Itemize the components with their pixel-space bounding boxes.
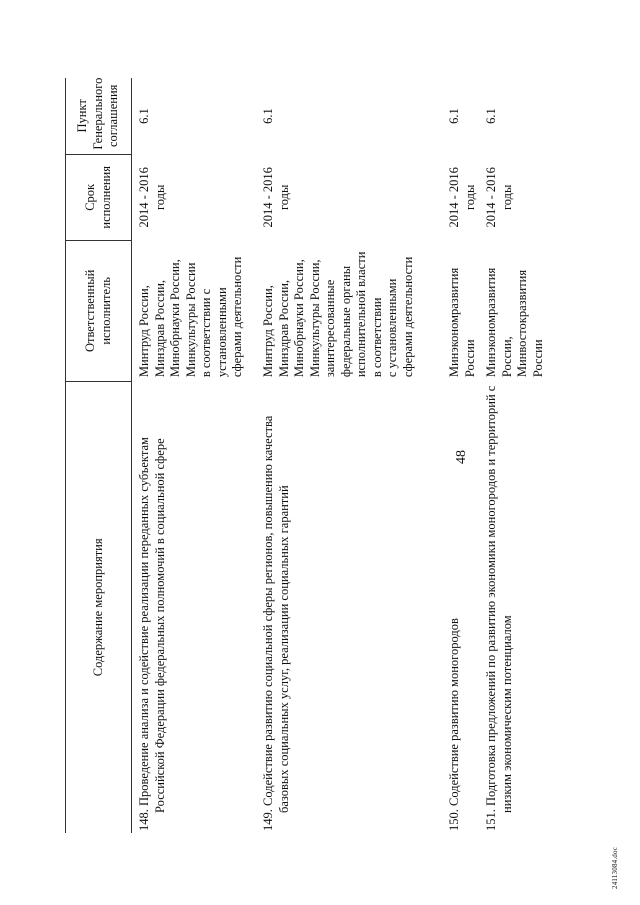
executor-cell bbox=[261, 241, 447, 382]
executor-line: Минобрнауки России, bbox=[292, 259, 306, 378]
deadline-unit: годы bbox=[499, 184, 514, 211]
measure-text: 148. Проведение анализа и содействие реализации переданных субъектам Российской Федерации федеральных полномочий в социальной сфере bbox=[137, 437, 167, 831]
clause-cell: 6.1 bbox=[137, 108, 151, 124]
executor-line: России bbox=[530, 339, 545, 378]
header-deadline: Срок исполнения bbox=[66, 154, 132, 240]
table-row bbox=[261, 78, 447, 833]
executor-line: Минвостокразвития bbox=[515, 269, 529, 378]
header-executor: Ответственный исполнитель bbox=[66, 241, 132, 382]
executor-cell bbox=[484, 241, 546, 382]
executor-line: заинтересованные bbox=[323, 279, 337, 378]
table-row bbox=[484, 78, 546, 833]
measures-table bbox=[65, 78, 546, 833]
deadline-cell bbox=[132, 154, 262, 240]
executor-line: России bbox=[462, 339, 477, 378]
measure-text: 151. Подготовка предложений по развитию экономики моногородов и территорий с низким экономическим потенциалом bbox=[484, 385, 514, 831]
executor-line: с установленными bbox=[385, 278, 399, 378]
executor-line: сферами деятельности bbox=[400, 256, 415, 378]
content-cell bbox=[484, 381, 546, 833]
deadline-cell bbox=[261, 154, 447, 240]
header-content: Содержание мероприятия bbox=[66, 381, 132, 833]
deadline-years: 2014 - 2016 bbox=[137, 167, 151, 228]
executor-line: Минтруд России, bbox=[137, 285, 151, 378]
deadline-years: 2014 - 2016 bbox=[447, 167, 461, 228]
executor-line: в соответствии bbox=[369, 297, 384, 378]
page-number: 48 bbox=[454, 450, 469, 464]
executor-line: России, bbox=[499, 336, 514, 378]
deadline-years: 2014 - 2016 bbox=[261, 167, 275, 228]
table-row bbox=[447, 78, 484, 833]
table-row bbox=[132, 78, 262, 833]
clause-cell: 6.1 bbox=[484, 108, 498, 124]
executor-cell bbox=[447, 241, 484, 382]
deadline-unit: годы bbox=[152, 184, 167, 211]
clause-cell: 6.1 bbox=[261, 108, 275, 124]
executor-line: Минтруд России, bbox=[261, 285, 275, 378]
content-cell bbox=[132, 381, 262, 833]
executor-line: Минобрнауки России, bbox=[168, 259, 182, 378]
executor-line: в соответствии с bbox=[199, 288, 213, 378]
document-filename: 24113084.doc bbox=[611, 847, 619, 889]
table-header-row bbox=[66, 78, 132, 833]
header-clause: Пункт Генерального соглашения bbox=[66, 78, 132, 154]
executor-line: Минздрав России, bbox=[152, 279, 167, 378]
measure-text: 150. Содействие развитию моногородов bbox=[447, 618, 461, 831]
executor-line: Минэкономразвития bbox=[484, 267, 498, 378]
deadline-cell bbox=[484, 154, 546, 240]
deadline-unit: годы bbox=[276, 184, 291, 211]
executor-line: исполнительной власти bbox=[354, 251, 368, 378]
deadline-cell bbox=[447, 154, 484, 240]
executor-cell bbox=[132, 241, 262, 382]
executor-line: сферами деятельности bbox=[230, 256, 244, 378]
deadline-years: 2014 - 2016 bbox=[484, 167, 498, 228]
content-cell bbox=[447, 381, 484, 833]
clause-cell: 6.1 bbox=[447, 108, 461, 124]
measure-text: 149. Содействие развитию социальной сферы регионов, повышению качества базовых социальных услуг, реализации социальных гарантий bbox=[261, 415, 291, 831]
content-cell bbox=[261, 381, 447, 833]
deadline-unit: годы bbox=[462, 184, 477, 211]
executor-line: Минкультуры России, bbox=[307, 259, 322, 378]
executor-line: федеральные органы bbox=[338, 265, 353, 378]
executor-line: Минкультуры России bbox=[183, 262, 198, 378]
executor-line: установленными bbox=[214, 287, 229, 378]
executor-line: Минэкономразвития bbox=[447, 267, 461, 378]
executor-line: Минздрав России, bbox=[276, 279, 291, 378]
